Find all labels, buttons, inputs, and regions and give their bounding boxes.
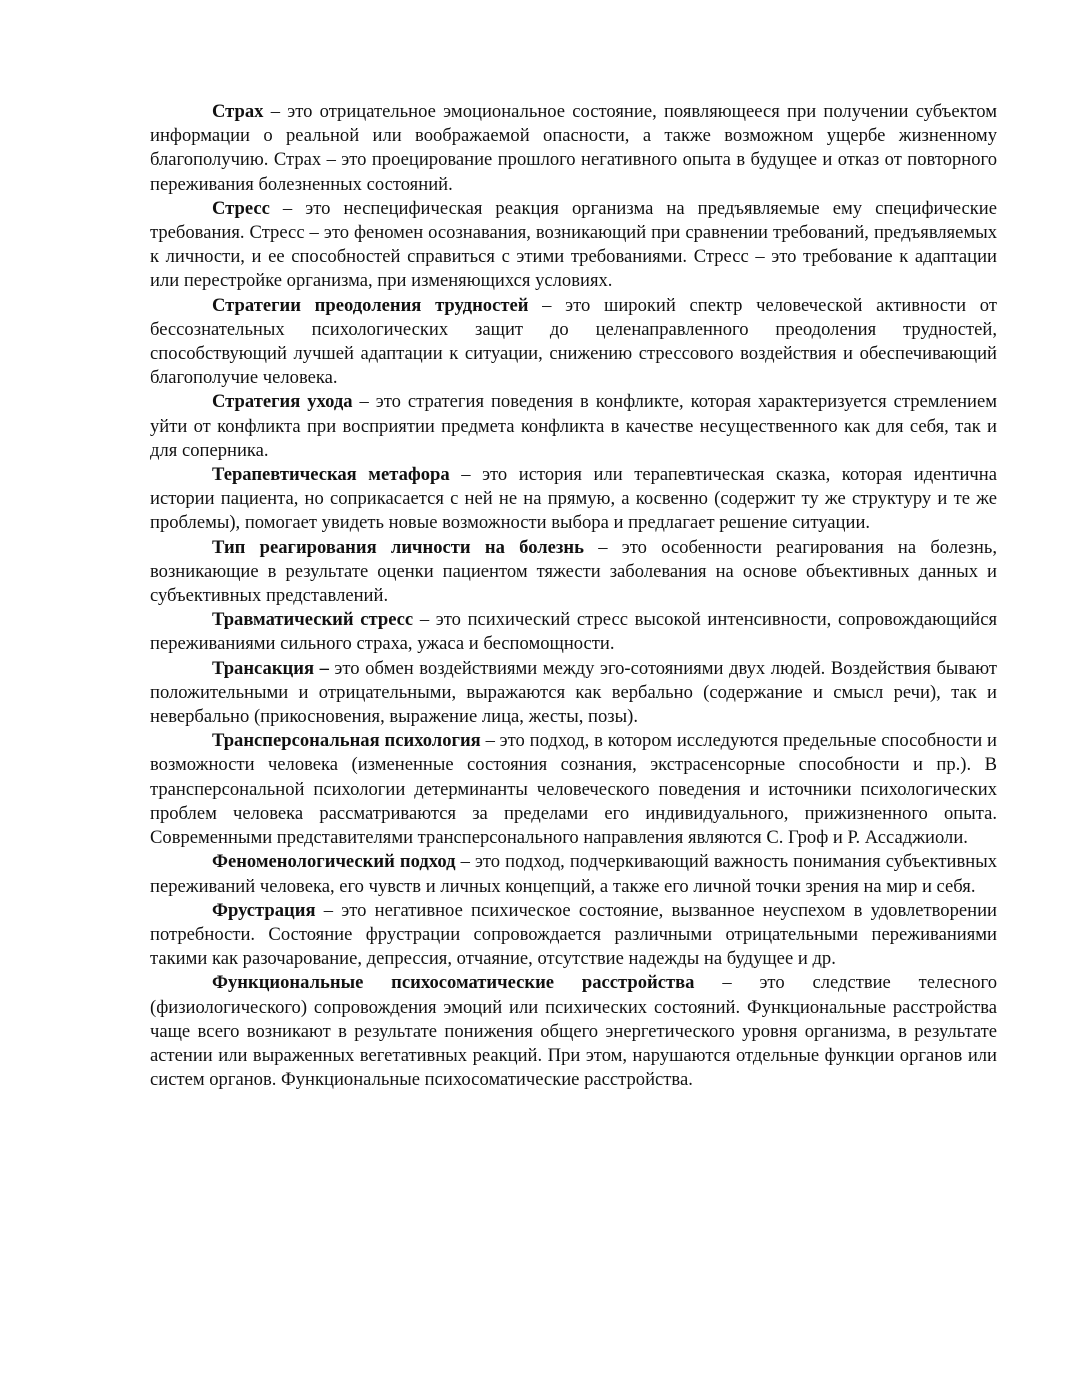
glossary-entry-frustration bbox=[150, 899, 997, 972]
entry-term: Стресс bbox=[212, 197, 270, 219]
glossary-page bbox=[150, 100, 997, 1092]
glossary-entry-illness-reaction-type bbox=[150, 536, 997, 609]
entry-definition: – это подход, в котором исследуются предельные способности и возможности человека (измененные состояния сознания, экстрасенсорные способности и пр.). В трансперсональной психологии детерминанты человеческого поведения и источники психологических проблем человека рассматриваются за пределами его индивидуального, прижизненного опыта. Современными представителями трансперсонального направления являются С. Гроф и Р. Ассаджиоли. bbox=[150, 730, 997, 849]
entry-definition: это обмен воздействиями между эго-сотояниями двух людей. Воздействия бывают положительными и отрицательными, выражаются как вербально (содержание и смысл речи), так и невербально (прикосновения, выражение лица, жесты, позы). bbox=[150, 657, 997, 728]
entry-definition: – это стратегия поведения в конфликте, которая характеризуется стремлением уйти от конфликта при восприятии предмета конфликта в качестве несущественного как для себя, так и для соперника. bbox=[150, 391, 997, 461]
glossary-entry-avoidance-strategy bbox=[150, 390, 997, 463]
entry-term: Тип реагирования личности на болезнь bbox=[212, 536, 584, 558]
entry-term: Фрустрация bbox=[212, 899, 316, 921]
glossary-entry-transpersonal-psychology bbox=[150, 729, 997, 850]
entry-definition: – это отрицательное эмоциональное состояние, появляющееся при получении субъектом информации о реальной или воображаемой опасности, а также возможном ущербе жизненному благополучию. Страх – это проецирование прошлого негативного опыта в будущее и отказ от повторного переживания болезненных состояний. bbox=[150, 101, 997, 195]
glossary-entry-traumatic-stress bbox=[150, 608, 997, 656]
entry-term: Феноменологический подход bbox=[212, 851, 456, 873]
entry-term: Трансакция – bbox=[212, 657, 329, 679]
glossary-entry-phenomenological-approach bbox=[150, 850, 997, 898]
entry-definition: – это широкий спектр человеческой активности от бессознательных психологических защит до целенаправленного преодоления трудностей, способствующий лучшей адаптации к ситуации, снижению стрессового воздействия и обеспечивающий благополучие человека. bbox=[150, 294, 997, 389]
entry-definition: – это неспецифическая реакция организма на предъявляемые ему специфические требования. Стресс – это феномен осознавания, возникающий при сравнении требований, предъявляемых к личности, и ее способностей справиться с этими требованиями. Стресс – это требование к адаптации или перестройке организма, при изменяющихся условиях. bbox=[150, 197, 997, 292]
entry-definition: – это подход, подчеркивающий важность понимания субъективных переживаний человека, его чувств и личных концепций, а также его личной точки зрения на мир и себя. bbox=[150, 851, 997, 897]
entry-term: Терапевтическая метафора bbox=[212, 464, 450, 486]
entry-term: Функциональные психосоматические расстройства bbox=[212, 972, 695, 994]
entry-term: Страх bbox=[212, 101, 264, 122]
glossary-entry-coping-strategies bbox=[150, 294, 997, 391]
entry-definition: – это негативное психическое состояние, вызванное неуспехом в удовлетворении потребности. Состояние фрустрации сопровождается различными отрицательными переживаниями такими как разочарование, депрессия, отчаяние, отсутствие надежды на будущее и др. bbox=[150, 899, 997, 970]
entry-term: Трансперсональная психология bbox=[212, 730, 481, 752]
glossary-entry-functional-psychosomatic-disorders bbox=[150, 971, 997, 1092]
entry-definition: – это история или терапевтическая сказка, которая идентична истории пациента, но соприкасается с ней не на прямую, а косвенно (содержит ту же структуру и те же проблемы), помогает увидеть новые возможности выбора и предлагает решение ситуации. bbox=[150, 464, 997, 534]
glossary-entry-therapeutic-metaphor bbox=[150, 463, 997, 536]
glossary-entry-stress bbox=[150, 197, 997, 294]
glossary-entry-strakh bbox=[150, 100, 997, 197]
entry-definition: – это следствие телесного (физиологического) сопровождения эмоций или психических состояний. Функциональные расстройства чаще всего возникают в результате понижения общего энергетического уровня организма, в результате астении или выраженных вегетативных реакций. При этом, нарушаются отдельные функции органов или систем органов. Функциональные психосоматические расстройства. bbox=[150, 972, 997, 1091]
entry-definition: – это особенности реагирования на болезнь, возникающие в результате оценки пациентом тяжести заболевания на основе объективных данных и субъективных представлений. bbox=[150, 536, 998, 607]
entry-definition: – это психический стресс высокой интенсивности, сопровождающийся переживаниями сильного страха, ужаса и беспомощности. bbox=[150, 609, 998, 655]
glossary-entry-transaction bbox=[150, 657, 997, 730]
entry-term: Стратегии преодоления трудностей bbox=[212, 294, 529, 316]
entry-term: Травматический стресс bbox=[212, 609, 414, 631]
entry-term: Стратегия ухода bbox=[212, 391, 353, 413]
